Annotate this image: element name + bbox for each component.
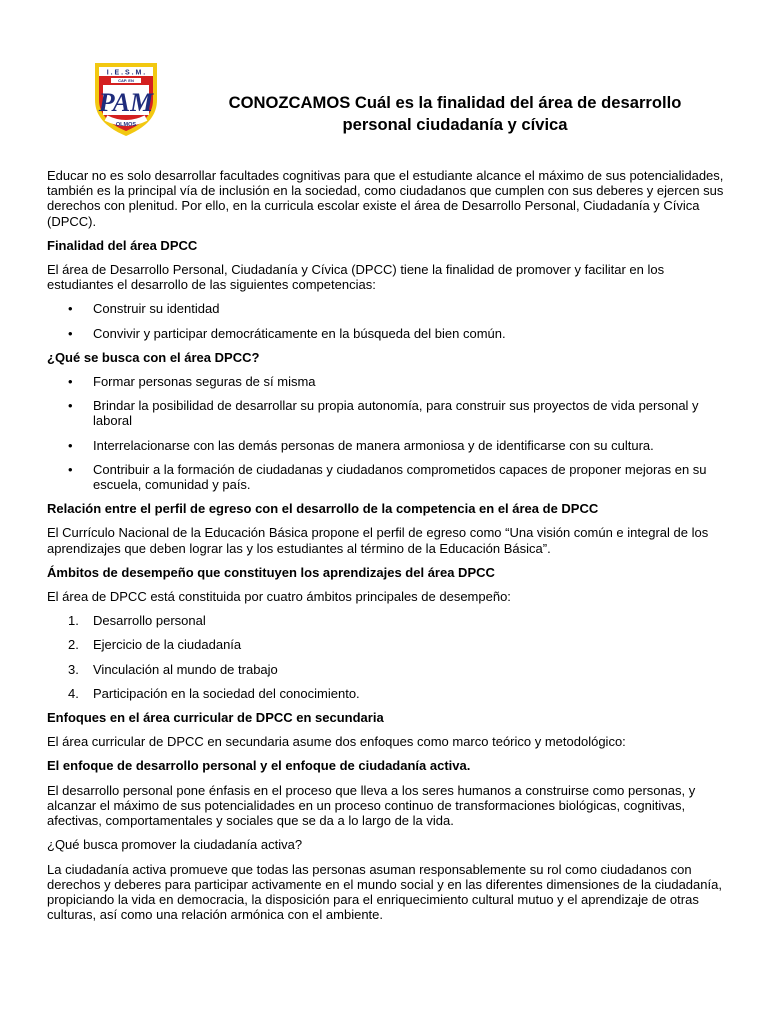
shield-crest-icon	[92, 60, 160, 138]
svg-text:I . E . S . M .: I . E . S . M .	[106, 69, 146, 77]
section-heading-enfoques: Enfoques en el área curricular de DPCC en secundaria	[47, 710, 384, 726]
list-item: • Convivir y participar democráticamente en la búsqueda del bien común.	[93, 326, 727, 341]
page-title	[190, 92, 720, 136]
list-item: 3. Vinculación al mundo de trabajo	[68, 661, 278, 677]
ambitos-paragraph: El área de DPCC está constituida por cuatro ámbitos principales de desempeño:	[47, 589, 511, 605]
ambitos-list	[47, 613, 727, 701]
objetivos-list	[47, 374, 727, 492]
list-item: • Interrelacionarse con las demás personas de manera armoniosa y de identificarse con su cultura.	[93, 438, 727, 453]
list-item: • Formar personas seguras de sí misma	[93, 374, 727, 389]
section-heading-relacion: Relación entre el perfil de egreso con el desarrollo de la competencia en el área de DPCC	[47, 501, 599, 517]
finalidad-paragraph: El área de Desarrollo Personal, Ciudadanía y Cívica (DPCC) tiene la finalidad de promover y facilitar en los estudiantes el desarrollo de las siguientes competencias:	[47, 262, 665, 293]
competencias-list	[47, 301, 727, 340]
svg-text:CAP. EN: CAP. EN	[118, 78, 134, 83]
section-heading-que-se-busca: ¿Qué se busca con el área DPCC?	[47, 349, 260, 365]
title-line-1: CONOZCAMOS Cuál es la finalidad del área de desarrollo	[228, 93, 682, 112]
relacion-paragraph: El Currículo Nacional de la Educación Básica propone el perfil de egreso como “Una visión común e integral de los aprendizajes que deben lograr las y los estudiantes al término de la Educación Básica”.	[47, 525, 709, 556]
list-item: 1. Desarrollo personal	[68, 613, 206, 629]
list-item: 2. Ejercicio de la ciudadanía	[68, 637, 242, 653]
intro-paragraph: Educar no es solo desarrollar facultades cognitivas para que el estudiante alcance el máximo de sus potencialidades, también es la principal vía de inclusión en la sociedad, como ciudadanos que cumplen con sus deberes y ejercen sus derechos con plenitud. Por ello, en la curricula escolar existe el área de Desarrollo Personal, Ciudadanía y Cívica (DPCC).	[47, 168, 724, 229]
section-heading-ambitos: Ámbitos de desempeño que constituyen los aprendizajes del área DPCC	[47, 564, 495, 580]
list-item: • Construir su identidad	[93, 301, 727, 316]
section-heading-enfoque-desarrollo: El enfoque de desarrollo personal y el enfoque de ciudadanía activa.	[47, 758, 471, 774]
section-heading-finalidad: Finalidad del área DPCC	[47, 237, 198, 253]
list-item: • Contribuir a la formación de ciudadanas y ciudadanos comprometidos capaces de proponer mejoras en su escuela, comunidad y país.	[93, 462, 727, 492]
title-line-2: personal ciudadanía y cívica	[342, 115, 568, 134]
svg-text:PAM: PAM	[98, 88, 154, 117]
list-item: • Brindar la posibilidad de desarrollar su propia autonomía, para construir sus proyectos de vida personal y laboral	[93, 398, 727, 428]
school-logo	[92, 60, 160, 138]
desarrollo-personal-paragraph: El desarrollo personal pone énfasis en el proceso que lleva a los seres humanos a construirse como personas, y alcanzar el máximo de sus potencialidades en un proceso continuo de transformaciones biológicas, cognitivas, afectivas, comportamentales y sociales que se da a lo largo de la vida.	[47, 782, 696, 829]
list-item: 4. Participación en la sociedad del conocimiento.	[68, 685, 360, 701]
document-body	[47, 168, 727, 931]
svg-text:OLMOS: OLMOS	[115, 122, 137, 128]
ciudadania-paragraph: La ciudadanía activa promueve que todas las personas asuman responsablemente su rol como ciudadanos con derechos y deberes para participar activamente en el mundo social y en las diferentes dimensiones de la ciudadanía, propiciando la vida en democracia, la disposición para el enriquecimiento cultural mutuo y el aprendizaje de otras culturas, así como una relación armónica con el ambiente.	[47, 861, 722, 923]
ciudadania-question: ¿Qué busca promover la ciudadanía activa?	[47, 837, 303, 853]
enfoques-paragraph: El área curricular de DPCC en secundaria asume dos enfoques como marco teórico y metodológico:	[47, 734, 626, 750]
